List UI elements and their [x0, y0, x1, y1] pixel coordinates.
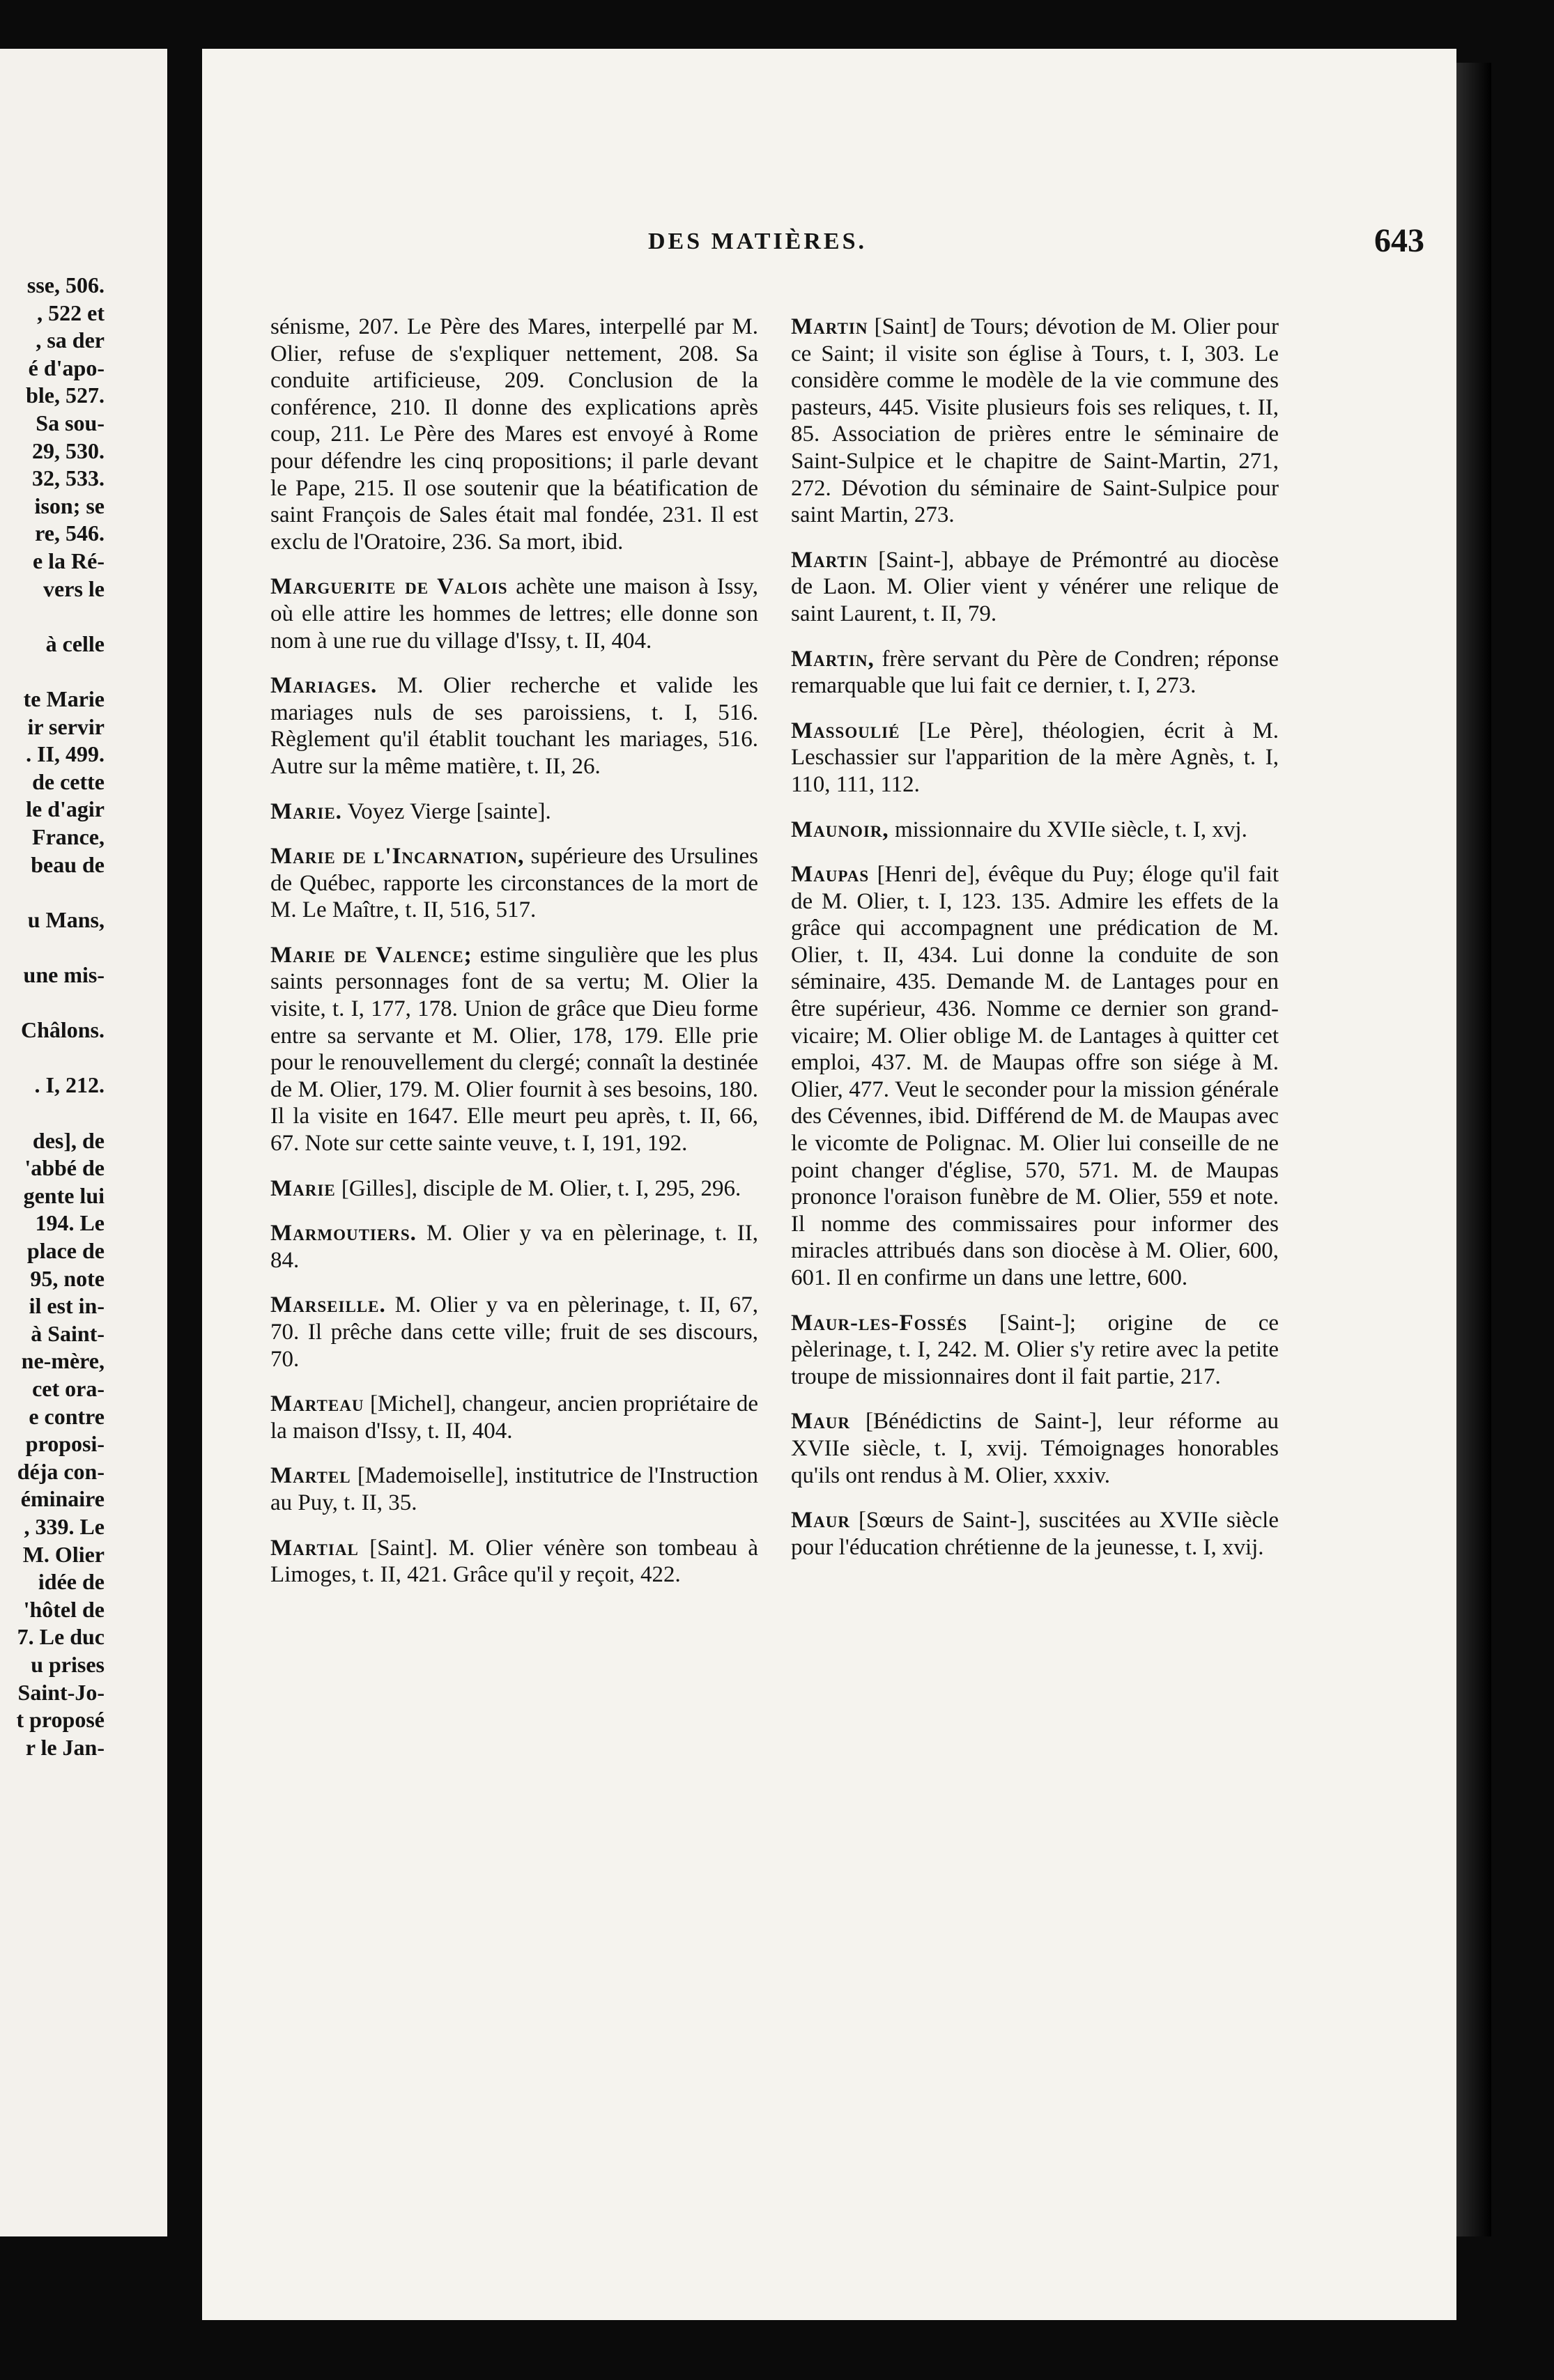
facing-page-line: à celle: [45, 631, 105, 656]
facing-page-line: é d'apo-: [28, 355, 105, 380]
facing-page-line: de cette: [32, 768, 105, 794]
entry-headword: Martin: [791, 547, 868, 573]
entry-headword: Marteau: [270, 1391, 364, 1417]
facing-page-line: gente lui: [23, 1182, 105, 1208]
facing-page-line: éminaire: [20, 1486, 105, 1512]
facing-page-line: vers le: [43, 575, 105, 601]
entry-headword: Marie de l'Incarnation,: [270, 844, 525, 870]
facing-page-line: déja con-: [17, 1458, 105, 1484]
facing-page-line: M. Olier: [22, 1541, 105, 1567]
index-entry: [270, 1292, 758, 1373]
index-entry: [270, 942, 758, 1157]
entry-text: [Saint-]; origine de ce pèlerinage, t. I, 242. M. Olier s'y retire avec la petite troupe de missionnaires dont il fait partie, 217.: [791, 1310, 1279, 1389]
facing-page-line: ne-mère,: [21, 1348, 105, 1374]
facing-page-line: 7. Le duc: [17, 1624, 105, 1650]
page-edge: [1456, 63, 1491, 2236]
index-entry: [270, 1175, 758, 1203]
entry-headword: Martial: [270, 1535, 359, 1561]
entry-text: supérieure des Ursulines de Québec, rapporte les circonstances de la mort de M. Le Maître, t. II, 516, 517.: [270, 844, 758, 923]
facing-page-line: ir servir: [27, 713, 105, 739]
facing-page-line: , 522 et: [37, 300, 105, 325]
index-column-left: [270, 314, 758, 1607]
entry-headword: Maur: [791, 1409, 850, 1435]
index-entry: [270, 1535, 758, 1589]
index-entry: [791, 817, 1279, 844]
entry-headword: Mariages.: [270, 673, 378, 699]
entry-text: Voyez Vierge [sainte].: [347, 798, 551, 824]
index-entry: [270, 1220, 758, 1274]
entry-text: [Gilles], disciple de M. Olier, t. I, 295, 296.: [341, 1175, 741, 1201]
index-entry: [791, 646, 1279, 700]
book-page: [202, 49, 1456, 2320]
facing-page-line: une mis-: [23, 962, 105, 987]
index-entry: [270, 573, 758, 654]
index-entry: [791, 861, 1279, 1292]
facing-page-line: , 339. Le: [24, 1514, 105, 1539]
entry-text: [Saint] de Tours; dévotion de M. Olier pour ce Saint; il visite son église à Tours, t. I, 303. Le considère comme le modèle de la vie commune des pasteurs, 445. Visite plusieurs fois ses reliques, t. II, 85. Association de prières entre le séminaire de Saint-Sulpice et le chapitre de Saint-Martin, 271, 272. Dévotion du séminaire de Saint-Sulpice pour saint Martin, 273.: [791, 314, 1279, 528]
index-entry: [791, 1310, 1279, 1391]
facing-page-line: 'abbé de: [24, 1155, 105, 1181]
entry-text: [Mademoiselle], institutrice de l'Instruction au Puy, t. II, 35.: [270, 1463, 759, 1515]
index-entry: [270, 798, 758, 826]
facing-page-line: , sa der: [36, 327, 105, 353]
entry-text: [Saint-], abbaye de Prémontré au diocèse de Laon. M. Olier vient y vénérer une relique de saint Laurent, t. II, 79.: [791, 547, 1279, 626]
entry-text: M. Olier recherche et valide les mariages nuls de ses paroissiens, t. I, 516. Règlement qu'il établit touchant les mariages, 516. Autre sur la même matière, t. II, 26.: [270, 673, 759, 779]
index-entry: [270, 672, 758, 780]
facing-page-line: idée de: [38, 1569, 105, 1595]
facing-page-line: France,: [32, 824, 105, 849]
index-entry: [270, 314, 758, 555]
entry-text: frère servant du Père de Condren; réponse remarquable que lui fait ce dernier, t. I, 273.: [791, 646, 1279, 699]
facing-page-line: Châlons.: [20, 1017, 105, 1043]
entry-text: achète une maison à Issy, où elle attire les hommes de lettres; elle donne son nom à une rue du village d'Issy, t. II, 404.: [270, 574, 759, 654]
entry-headword: Martin: [791, 314, 868, 339]
entry-text: [Sœurs de Saint-], suscitées au XVIIe siècle pour l'éducation chrétienne de la jeunesse, t. I, xvij.: [791, 1508, 1279, 1560]
entry-headword: Marmoutiers.: [270, 1221, 417, 1246]
facing-page-line: sse, 506.: [26, 272, 105, 298]
index-entry: [791, 1507, 1279, 1561]
running-head: DES MATIÈRES.: [648, 229, 867, 254]
facing-page-line: place de: [26, 1238, 105, 1263]
entry-headword: Marguerite de Valois: [270, 574, 508, 600]
entry-text: [Saint]. M. Olier vénère son tombeau à Limoges, t. II, 421. Grâce qu'il y reçoit, 422.: [270, 1535, 759, 1588]
entry-headword: Massoulié: [791, 718, 900, 743]
entry-text: [Le Père], théologien, écrit à M. Leschassier sur l'apparition de la mère Agnès, t. I, 110, 111, 112.: [791, 718, 1279, 797]
facing-page-line: cet ora-: [32, 1376, 105, 1401]
entry-headword: Maupas: [791, 862, 870, 888]
facing-page-line: r le Jan-: [25, 1734, 105, 1760]
entry-text: [Michel], changeur, ancien propriétaire de la maison d'Issy, t. II, 404.: [270, 1391, 758, 1444]
facing-page-line: à Saint-: [31, 1320, 105, 1346]
facing-page-fragment: [0, 49, 167, 2236]
index-column-right: [791, 314, 1279, 1579]
facing-page-line: 'hôtel de: [23, 1596, 105, 1622]
facing-page-line: ble, 527.: [26, 382, 105, 408]
facing-page-line: 29, 530.: [32, 438, 105, 463]
entry-text: M. Olier y va en pèlerinage, t. II, 67, 70. Il prêche dans cette ville; fruit de ses discours, 70.: [270, 1292, 758, 1372]
entry-headword: Marie.: [270, 798, 342, 824]
facing-page-line: des], de: [32, 1127, 105, 1153]
entry-text: [Henri de], évêque du Puy; éloge qu'il fait de M. Olier, t. I, 123. 135. Admire les effets de la grâce qui accompagnent une prédication de M. Olier, t. II, 434. Lui donne la conduite de son séminaire, 435. Demande M. de Lantages pour en être supérieur, 436. Nomme ce dernier son grand-vicaire; M. Olier oblige M. de Lantages à quitter cet emploi, 437. M. de Maupas offre son siége à M. Olier, 477. Veut le seconder pour la mission générale des Cévennes, ibid. Différend de M. de Maupas avec le vicomte de Polignac. M. Olier lui conseille de ne point changer d'église, 570, 571. M. de Maupas prononce l'oraison funèbre de M. Olier, 559 et note. Il nomme des commissaires pour informer des miracles attribués dans son diocèse à M. Olier, 600, 601. Il en confirme un dans une lettre, 600.: [791, 862, 1279, 1290]
entry-text: sénisme, 207. Le Père des Mares, interpellé par M. Olier, refuse de s'expliquer nettement, 208. Sa conduite artificieuse, 209. Conclusion de la conférence, 210. Il donne des explications après coup, 211. Le Père des Mares est envoyé à Rome pour défendre les cinq propositions; il parle devant le Pape, 215. Il ose soutenir que la béatification de saint François de Sales était mal fondée, 231. Il est exclu de l'Oratoire, 236. Sa mort, ibid.: [270, 314, 758, 555]
facing-page-line: te Marie: [23, 686, 105, 711]
index-entry: [791, 547, 1279, 628]
index-entry: [791, 718, 1279, 798]
facing-page-line: proposi-: [25, 1431, 105, 1457]
entry-headword: Maur-les-Fossés: [791, 1310, 968, 1336]
facing-page-line: beau de: [31, 851, 105, 877]
facing-page-line: u Mans,: [27, 906, 105, 932]
index-entry: [270, 1391, 758, 1444]
facing-page-line: il est in-: [29, 1293, 105, 1319]
facing-page-line: e la Ré-: [32, 548, 105, 573]
entry-headword: Maunoir,: [791, 817, 889, 842]
entry-text: M. Olier y va en pèlerinage, t. II, 84.: [270, 1221, 758, 1273]
facing-page-line: 32, 533.: [32, 465, 105, 491]
facing-page-line: Saint-Jo-: [17, 1679, 105, 1705]
facing-page-line: . I, 212.: [34, 1072, 105, 1098]
entry-headword: Martin,: [791, 646, 875, 672]
index-entry: [791, 1408, 1279, 1489]
entry-text: missionnaire du XVIIe siècle, t. I, xvj.: [894, 817, 1247, 842]
facing-page-line: re, 546.: [35, 520, 105, 546]
index-entry: [791, 314, 1279, 529]
facing-page-line: le d'agir: [26, 796, 105, 822]
facing-page-line: ison; se: [34, 493, 105, 518]
index-entry: [270, 1462, 758, 1516]
entry-headword: Maur: [791, 1508, 850, 1533]
facing-page-line: . II, 499.: [26, 741, 105, 767]
entry-headword: Marie: [270, 1175, 336, 1201]
facing-page-line: e contre: [29, 1403, 105, 1429]
entry-text: [Bénédictins de Saint-], leur réforme au XVIIe siècle, t. I, xvij. Témoignages honorables qu'ils ont rendus à M. Olier, xxxiv.: [791, 1409, 1279, 1488]
facing-page-line: 95, note: [30, 1265, 105, 1291]
facing-page-line: t proposé: [16, 1707, 105, 1733]
facing-page-line: 194. Le: [35, 1210, 105, 1236]
entry-text: estime singulière que les plus saints personnages font de sa vertu; M. Olier la visite, t. I, 177, 178. Union de grâce que Dieu forme entre sa servante et M. Olier, 178, 179. Elle prie pour le renouvellement du clergé; connaît la destinée de M. Olier, 179. M. Olier fournit à ses besoins, 180. Il la visite en 1647. Elle meurt peu après, t. II, 66, 67. Note sur cette sainte veuve, t. I, 191, 192.: [270, 942, 759, 1157]
page-number: 643: [1374, 222, 1424, 259]
facing-page-line: Sa sou-: [36, 410, 105, 435]
facing-page-line: u prises: [31, 1652, 105, 1677]
entry-headword: Martel: [270, 1463, 351, 1489]
entry-headword: Marseille.: [270, 1292, 386, 1318]
entry-headword: Marie de Valence;: [270, 942, 472, 968]
index-entry: [270, 843, 758, 924]
